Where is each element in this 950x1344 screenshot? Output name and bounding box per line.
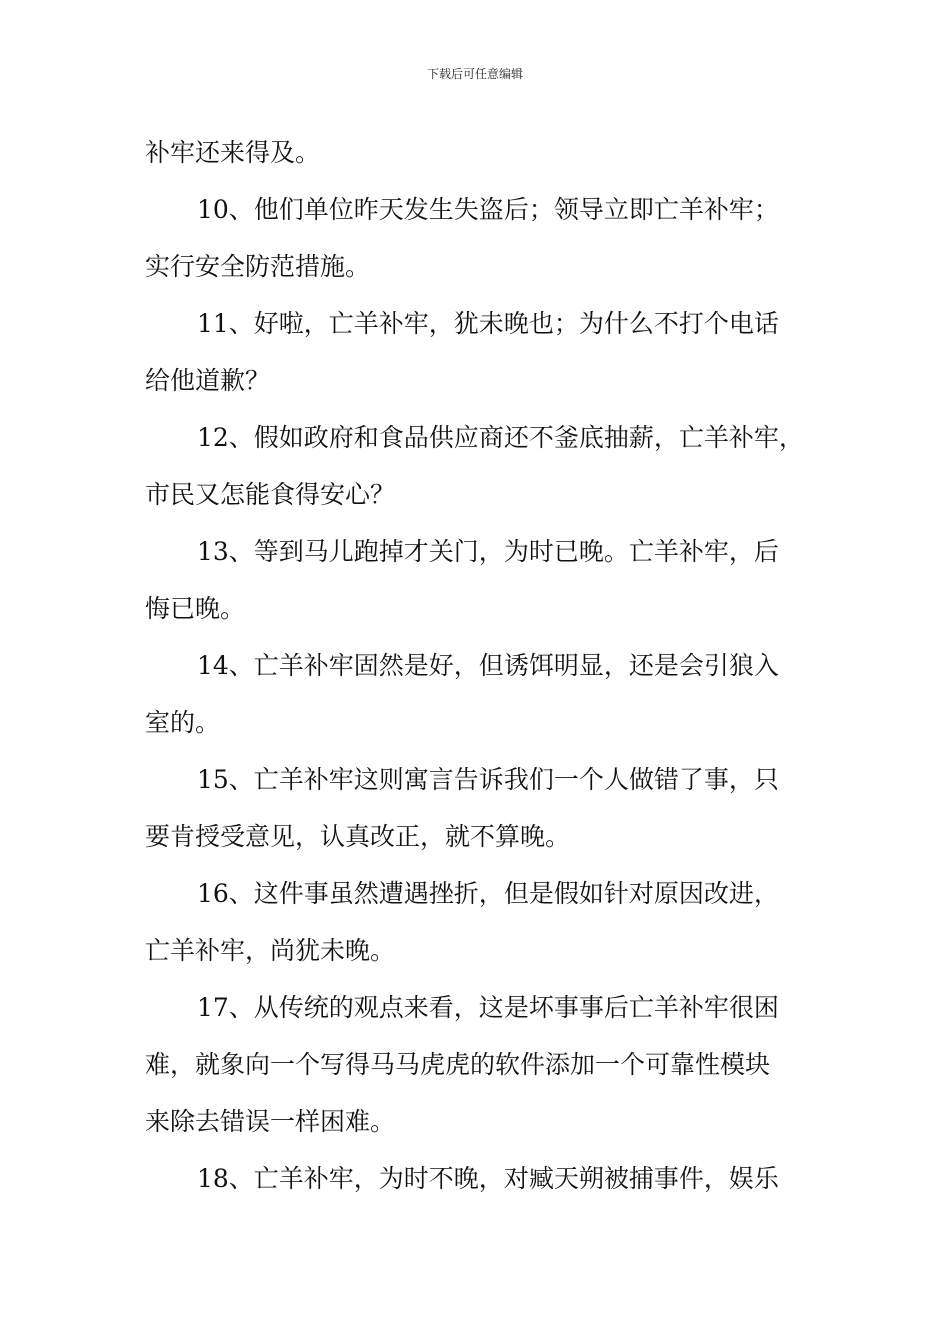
text-line: 室的。 <box>145 708 221 737</box>
text-line: 17、从传统的观点来看，这是坏事事后亡羊补牢很困 <box>197 993 779 1022</box>
text-line: 悔已晚。 <box>145 594 246 623</box>
text-line: 市民又怎能食得安心？ <box>145 480 396 509</box>
page-header: 下载后可任意编辑 <box>426 67 523 81</box>
text-line: 补牢还来得及。 <box>145 138 321 167</box>
document-body <box>145 124 815 1207</box>
text-line: 难，就象向一个写得马马虎虎的软件添加一个可靠性模块 <box>145 1050 771 1079</box>
text-line: 10、他们单位昨天发生失盗后；领导立即亡羊补牢； <box>197 195 779 224</box>
text-line: 12、假如政府和食品供应商还不釜底抽薪，亡羊补牢， <box>197 423 804 452</box>
text-line: 实行安全防范措施。 <box>145 252 371 281</box>
text-line: 亡羊补牢，尚犹未晚。 <box>145 936 396 965</box>
text-line: 给他道歉？ <box>145 366 271 395</box>
text-line: 18、亡羊补牢，为时不晚，对臧天朔被捕事件，娱乐 <box>197 1164 779 1193</box>
text-line: 要肯授受意见，认真改正，就不算晚。 <box>145 822 571 851</box>
text-line: 16、这件事虽然遭遇挫折，但是假如针对原因改进， <box>197 879 779 908</box>
text-line: 14、亡羊补牢固然是好，但诱饵明显，还是会引狼入 <box>197 651 779 680</box>
text-line: 来除去错误一样困难。 <box>145 1107 396 1136</box>
text-line: 13、等到马儿跑掉才关门，为时已晚。亡羊补牢，后 <box>197 537 779 566</box>
text-line: 15、亡羊补牢这则寓言告诉我们一个人做错了事，只 <box>197 765 779 794</box>
text-line: 11、好啦，亡羊补牢，犹未晚也；为什么不打个电话 <box>197 309 779 338</box>
